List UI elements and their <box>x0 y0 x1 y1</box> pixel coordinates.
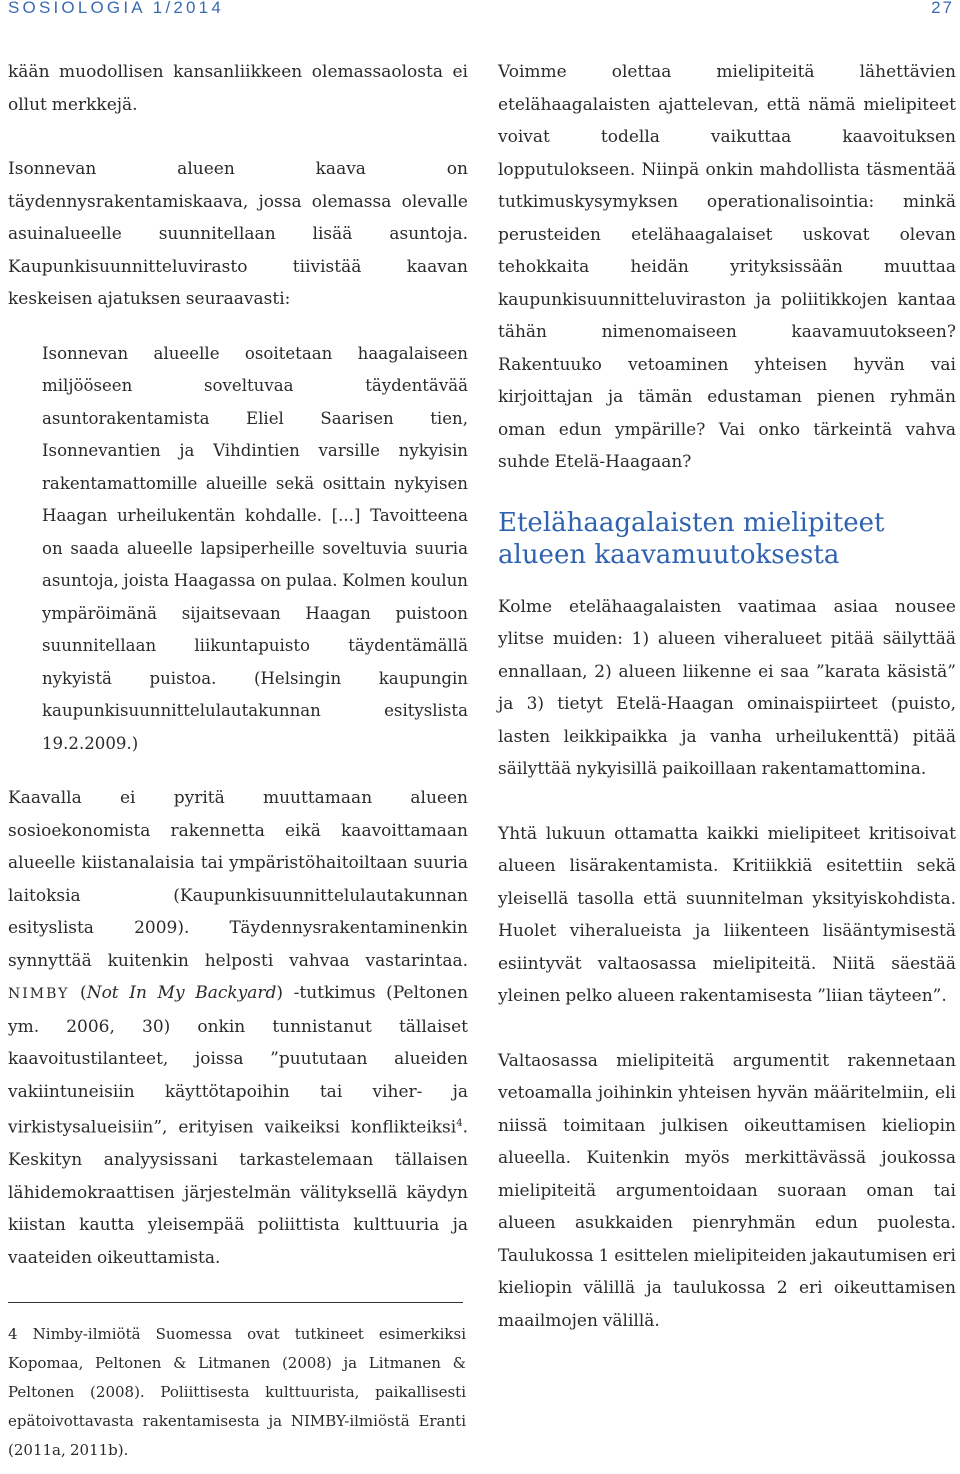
paragraph-arguments: Valtaosassa mielipiteitä argumentit rakennetaan vetoamalla joihinkin yhteisen hyvän määritelmiin, eli niissä toimitaan julkisen oikeuttamisen kieliopin alueella. Kuitenkin myös merkittävässä joukossa mielipiteitä argumentoidaan suoraan oman tai alueen asukkaiden pienryhmän edun puolesta. Taulukossa 1 esittelen mielipiteiden jakautumisen eri kieliopin välillä ja taulukossa 2 eri oikeuttamisen maailmojen välillä. <box>498 1050 956 1331</box>
nimby-text-a: Kaavalla ei pyritä muuttamaan alueen sosioekonomista rakennetta eikä kaavoittamaan alueelle kiistanalaisia tai ympäristöhaitoiltaan suuria laitoksia (Kaupunkisuunnittelulautakunnan esityslista 2009). Täydennysrakentaminenkin synnyttää kuitenkin helposti vahvaa vastarintaa. <box>8 788 468 971</box>
running-header <box>0 0 960 22</box>
quote-text: Isonnevan alueelle osoitetaan haagalaiseen miljööseen soveltuvaa täydentävää asuntorakentamista Eliel Saarisen tien, Isonnevantien ja Vihdintien varsille nykyisin rakentamattomille alueille sekä osittain nykyisen Haagan urheilukentän kohdalle. [...] Tavoitteena on saada alueelle lapsiperheille soveltuvia suuria asuntoja, joista Haagassa on pulaa. Kolmen koulun ympäröimänä sijaitsevaan Haagan puistoon suunnitellaan liikuntapuisto täydentämällä nykyistä puistoa. (Helsingin kaupungin kaupunkisuunnittelulautakunnan esityslista 19.2.2009.) <box>42 343 468 753</box>
footnote <box>8 1320 466 1465</box>
footnote-divider <box>8 1302 463 1303</box>
nimby-open-paren: ( <box>80 983 87 1003</box>
footnote-text: 4 Nimby-ilmiötä Suomessa ovat tutkineet esimerkiksi Kopomaa, Peltonen & Litmanen (2008) ja Litmanen & Peltonen (2008). Poliittisesta kulttuurista, paikallisesti epätoivottavasta rakentamisesta ja NIMBY-ilmiöstä Eranti (2011a, 2011b). <box>8 1325 466 1459</box>
left-column <box>8 56 468 1274</box>
nimby-acronym: NIMBY <box>8 986 70 1002</box>
paragraph-research-question: Voimme olettaa mielipiteitä lähettävien etelähaagalaisten ajattelevan, että nämä mielipiteet voivat todella vaikuttaa kaavoituksen lopputulokseen. Niinpä onkin mahdollista täsmentää tutkimuskysymyksen operationalisointia: minkä perusteiden etelähaagalaiset uskovat olevan tehokkaita heidän yrityksissään muuttaa kaupunkisuunnitteluviraston ja poliitikkojen kantaa tähän nimenomaiseen kaavamuutokseen? Rakentuuko vetoaminen yhteisen hyvän vai kirjoittajan ja tämän edustaman pienen ryhmän oman edun ympärille? Vai onko tärkeintä vahva suhde Etelä-Haagaan? <box>498 62 956 472</box>
paragraph-intro: kään muodollisen kansanliikkeen olemassaolosta ei ollut merkkejä. <box>8 62 468 115</box>
paragraph-criticism: Yhtä lukuun ottamatta kaikki mielipiteet kritisoivat alueen lisärakentamista. Kritiikkiä esitettiin sekä yleisellä tasolla että suunnitelman yksityiskohdista. Huolet viheralueista ja liikenteen lisääntymisestä esiintyvät valtaosassa mielipiteitä. Niitä säestää yleinen pelko alueen rakentamisesta ”liian täyteen”. <box>498 823 956 1006</box>
journal-title: SOSIOLOGIA 1/2014 <box>8 0 224 17</box>
right-column <box>498 56 956 1337</box>
paragraph-isonneva: Isonnevan alueen kaava on täydennysrakentamiskaava, jossa olemassa olevalle asuinalueelle suunnitellaan lisää asuntoja. Kaupunkisuunnitteluvirasto tiivistää kaavan keskeisen ajatuksen seuraavasti: <box>8 159 468 309</box>
block-quote <box>42 338 468 761</box>
paragraph-demands: Kolme etelähaagalaisten vaatimaa asiaa nousee ylitse muiden: 1) alueen viheralueet pitää säilyttää ennallaan, 2) alueen liikenne ei saa ”karata käsistä” ja 3) tietyt Etelä-Haagan ominaispiirteet (puisto, lasten leikkipaikka ja vanha urheilukenttä) pitää säilyttää nykyisillä paikoillaan rakentamattomina. <box>498 596 956 779</box>
page-number: 27 <box>931 0 954 17</box>
footnote-ref[interactable]: 4 <box>456 1118 463 1129</box>
nimby-text-d: . Keskityn analyysissani tarkastelemaan tällaisen lähidemokraattisen järjestelmän välityksellä käydyn kiistan kautta yleisempää poliittista kulttuuria ja vaateiden oikeuttamista. <box>8 1117 468 1268</box>
nimby-text-c: ) -tutkimus (Peltonen ym. 2006, 30) onkin tunnistanut tällaiset kaavoitustilanteet, joissa ”puututaan alueiden vakiintuneisiin käyttötapoihin tai viher- ja virkistysalueisiin”, erityisen vaikeiksi konflikteiksi <box>8 983 469 1138</box>
section-heading: Etelähaagalaisten mielipiteet alueen kaavamuutoksesta <box>498 507 885 570</box>
nimby-expansion: Not In My Backyard <box>86 983 277 1003</box>
paragraph-nimby <box>8 782 468 1274</box>
